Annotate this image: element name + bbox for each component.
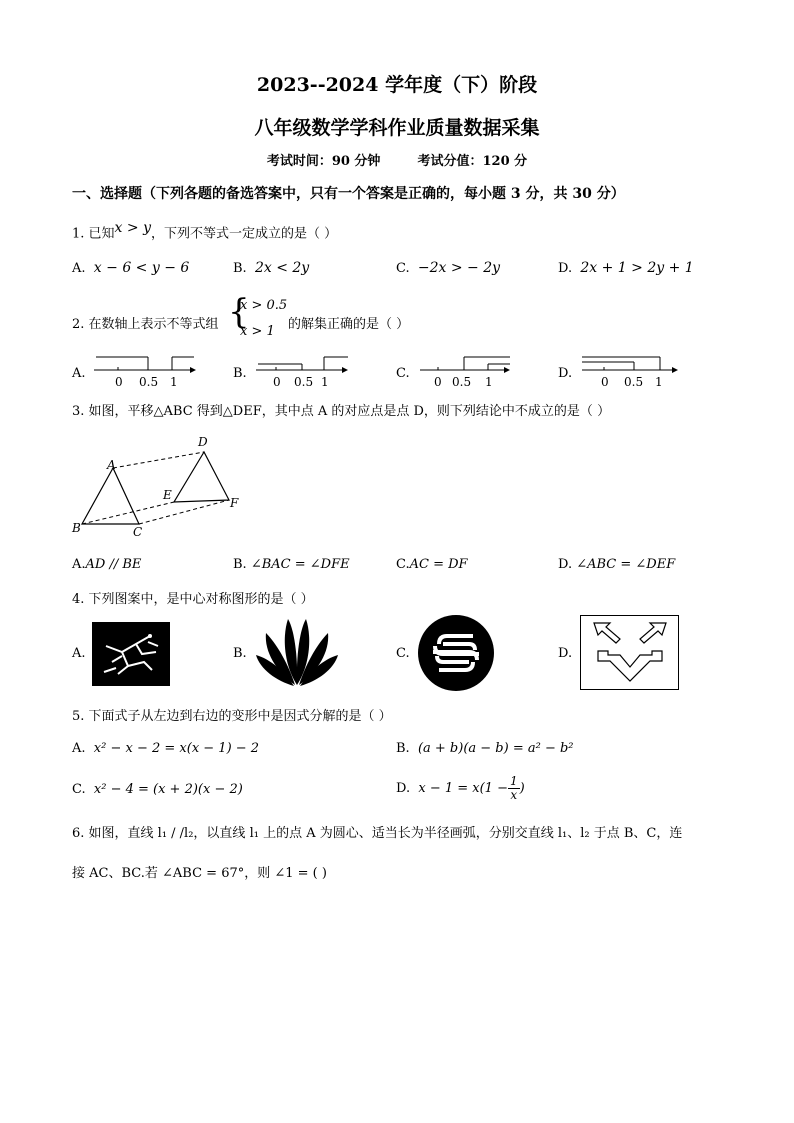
arrows-pattern-icon — [580, 615, 680, 691]
q5-option-d[interactable] — [396, 775, 525, 802]
option-expr: x − 1 = x(1 − — [418, 781, 508, 796]
option-expr: AC = DF — [409, 557, 468, 572]
q1-suffix: ，下列不等式一定成立的是（ ） — [150, 226, 338, 242]
option-label: B. — [233, 261, 247, 276]
q2-option-c-label[interactable]: C. — [396, 366, 410, 381]
exam-time: 考试时间：90 分钟 — [266, 154, 381, 169]
option-label: D. — [558, 261, 573, 276]
q3-option-d[interactable] — [558, 557, 675, 572]
q1-prefix: 1. 已知 — [72, 226, 115, 242]
q2-line1: x > 0.5 — [240, 298, 288, 313]
question-6-line1: 6. 如图，直线 l₁ / /l₂，以直线 l₁ 上的点 A 为圆心、适当长为半径画弧，分别交直线 l₁、l₂ 于点 B、C，连 — [72, 826, 683, 841]
point-label-a: A — [107, 458, 116, 472]
tick-label: 0 — [601, 375, 609, 389]
q5-option-c[interactable] — [72, 782, 243, 797]
q2-suffix: 的解集正确的是（ ） — [288, 317, 410, 332]
exam-score: 考试分值：120 分 — [417, 154, 528, 169]
option-label: A. — [72, 261, 86, 276]
tick-label: 1 — [655, 375, 663, 389]
question-3: 3. 如图，平移△ABC 得到△DEF，其中点 A 的对应点是点 D，则下列结论中不成立的是（ ） — [72, 404, 611, 419]
question-1 — [72, 220, 337, 241]
petal-fan-logo-icon — [254, 615, 340, 687]
tick-label: 0 — [434, 375, 442, 389]
q1-condition: x > y — [114, 220, 151, 236]
option-label: C. — [72, 782, 86, 797]
option-expr: x² − 4 = (x + 2)(x − 2) — [93, 782, 243, 797]
q1-option-a[interactable] — [72, 260, 189, 276]
q3-option-c[interactable] — [396, 557, 468, 572]
q3-option-a[interactable] — [72, 557, 141, 572]
q4-option-a-label[interactable]: A. — [72, 646, 86, 661]
option-expr: ∠ABC = ∠DEF — [576, 557, 676, 572]
option-label: D. — [558, 557, 573, 572]
option-expr: AD // BE — [85, 557, 142, 572]
q5-option-a[interactable] — [72, 741, 259, 756]
point-label-e: E — [163, 488, 172, 502]
question-5: 5. 下面式子从左边到右边的变形中是因式分解的是（ ） — [72, 709, 392, 724]
option-expr: 2x + 1 > 2y + 1 — [580, 260, 694, 276]
q4-option-c-label[interactable]: C. — [396, 646, 410, 661]
option-expr: x − 6 < y − 6 — [93, 260, 190, 276]
point-label-d: D — [198, 435, 208, 449]
q3-option-b[interactable] — [233, 557, 350, 572]
point-label-c: C — [133, 525, 143, 539]
tick-label: 0.5 — [624, 375, 644, 389]
fraction-denominator: x — [510, 788, 518, 802]
q2-option-b-label[interactable]: B. — [233, 366, 247, 381]
q1-option-b[interactable] — [233, 260, 309, 276]
q2-line2: x > 1 — [240, 324, 275, 339]
option-expr: x² − x − 2 = x(x − 1) − 2 — [93, 741, 260, 756]
fraction — [508, 775, 520, 802]
option-expr: 2x < 2y — [254, 260, 310, 276]
option-label: A. — [72, 557, 86, 572]
fraction-numerator: 1 — [509, 774, 518, 788]
q4-option-d-label[interactable]: D. — [558, 646, 573, 661]
q1-option-c[interactable] — [396, 260, 500, 276]
tick-label: 0 — [273, 375, 281, 389]
point-label-f: F — [230, 496, 239, 510]
option-label: A. — [72, 741, 86, 756]
bird-skeleton-logo-icon — [92, 622, 170, 686]
point-label-b: B — [72, 521, 81, 535]
q5-option-b[interactable] — [396, 741, 574, 756]
q2-option-d-label[interactable]: D. — [558, 366, 573, 381]
exam-title-line1: 2023--2024 学年度（下）阶段 — [256, 74, 538, 96]
section-heading: 一、选择题（下列各题的备选答案中，只有一个答案是正确的，每小题 3 分，共 30 分） — [72, 186, 625, 202]
option-expr-close: ) — [519, 781, 525, 796]
tick-label: 0 — [115, 375, 123, 389]
option-expr: (a + b)(a − b) = a² − b² — [417, 741, 574, 756]
tick-label: 1 — [321, 375, 329, 389]
option-expr: −2x > − 2y — [417, 260, 501, 276]
q4-option-b-label[interactable]: B. — [233, 646, 247, 661]
option-label: C. — [396, 261, 410, 276]
q3-figure — [70, 432, 250, 542]
option-label: B. — [233, 557, 247, 572]
tick-label: 0.5 — [294, 375, 314, 389]
q2-brace: { — [228, 292, 250, 332]
q1-option-d[interactable] — [558, 260, 694, 276]
tick-label: 1 — [170, 375, 178, 389]
tick-label: 0.5 — [452, 375, 472, 389]
option-label: B. — [396, 741, 410, 756]
option-label: C. — [396, 557, 410, 572]
question-4: 4. 下列图案中，是中心对称图形的是（ ） — [72, 592, 314, 607]
question-6-line2: 接 AC、BC.若 ∠ABC = 67°，则 ∠1 = ( ) — [72, 866, 327, 881]
tick-label: 1 — [485, 375, 493, 389]
q2-option-a-label[interactable]: A. — [72, 366, 86, 381]
tick-label: 0.5 — [139, 375, 159, 389]
option-label: D. — [396, 781, 411, 796]
option-expr: ∠BAC = ∠DFE — [250, 557, 350, 572]
mobile-logo-icon — [417, 614, 495, 692]
exam-title-line2: 八年级数学学科作业质量数据采集 — [254, 117, 540, 139]
q2-prefix: 2. 在数轴上表示不等式组 — [72, 317, 219, 332]
exam-info — [0, 150, 794, 169]
